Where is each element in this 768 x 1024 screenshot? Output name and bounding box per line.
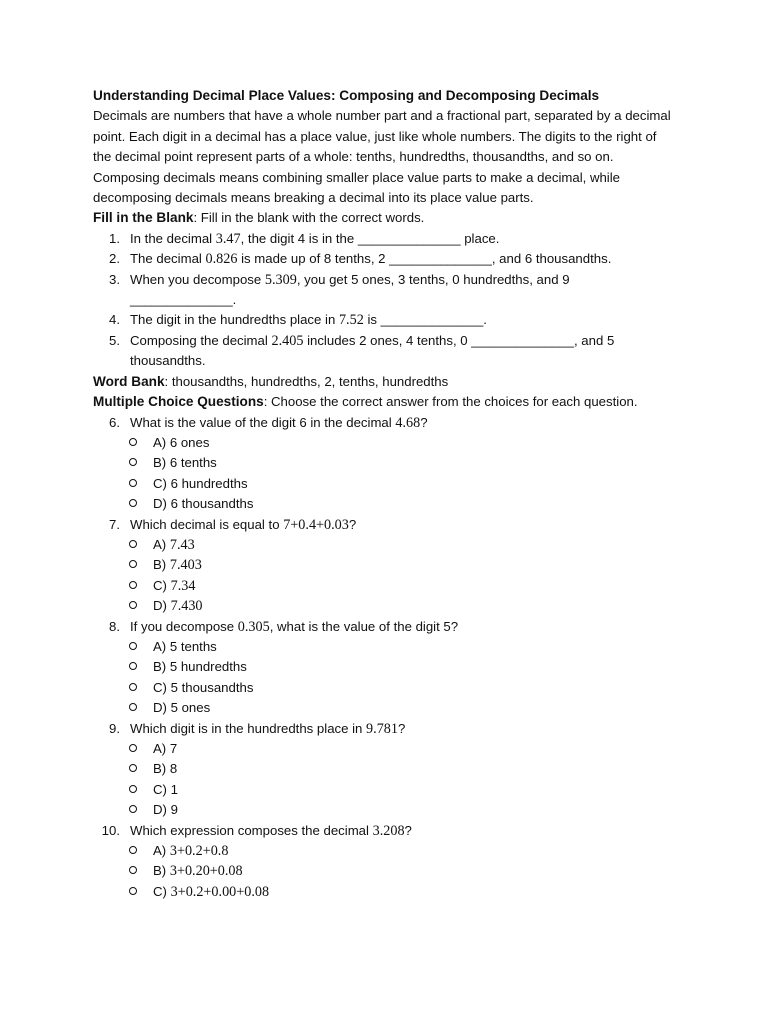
circle-bullet-icon [129, 540, 137, 548]
option-math: 7.34 [170, 577, 196, 594]
circle-bullet-icon [129, 581, 137, 589]
math-expression: 0.826 [205, 251, 238, 268]
option-label: D) 6 thousandths [153, 496, 254, 512]
answer-option [93, 637, 673, 657]
answer-option [93, 494, 673, 514]
circle-bullet-icon [129, 785, 137, 793]
fill-in-blank-list [93, 229, 673, 372]
answer-options [93, 841, 673, 902]
question-number: 4. [109, 312, 120, 328]
circle-bullet-icon [129, 764, 137, 772]
multiple-choice-heading: Multiple Choice Questions [93, 394, 264, 410]
circle-bullet-icon [129, 703, 137, 711]
fill-in-blank-item [93, 229, 673, 249]
multiple-choice-question [93, 821, 673, 841]
answer-option [93, 474, 673, 494]
option-label: B) [153, 557, 170, 573]
multiple-choice-question [93, 515, 673, 535]
answer-option [93, 596, 673, 616]
answer-options [93, 637, 673, 719]
question-text: , the digit 4 is in the ______________ place. [240, 230, 500, 246]
option-math: 7.403 [169, 557, 202, 574]
circle-bullet-icon [129, 642, 137, 650]
option-label: B) [153, 863, 170, 879]
answer-option [93, 535, 673, 555]
option-label: C) 5 thousandths [153, 679, 254, 695]
option-label: D) 9 [153, 802, 178, 818]
math-expression: 5.309 [264, 271, 297, 288]
circle-bullet-icon [129, 499, 137, 507]
answer-option [93, 841, 673, 861]
option-label: C) 6 hundredths [153, 475, 248, 491]
question-number: 6. [109, 414, 120, 430]
circle-bullet-icon [129, 683, 137, 691]
option-label: C) [153, 577, 171, 593]
question-number: 8. [109, 618, 120, 634]
question-text: Which digit is in the hundredths place in [130, 720, 367, 736]
question-text: , what is the value of the digit 5? [269, 618, 459, 634]
question-text: Which decimal is equal to [130, 516, 284, 532]
option-label: B) 5 hundredths [153, 659, 247, 675]
option-math: 3+0.2+0.8 [169, 843, 229, 860]
circle-bullet-icon [129, 744, 137, 752]
question-text: What is the value of the digit 6 in the decimal [130, 414, 396, 430]
answer-options [93, 535, 673, 617]
question-number: 9. [109, 720, 120, 736]
math-expression: 2.405 [271, 332, 304, 349]
option-label: A) [153, 536, 170, 552]
circle-bullet-icon [129, 560, 137, 568]
math-expression: 7.52 [338, 312, 364, 329]
answer-option [93, 555, 673, 575]
multiple-choice-question [93, 719, 673, 739]
fill-in-blank-item [93, 270, 673, 311]
question-number: 10. [101, 822, 120, 838]
math-expression: 3.208 [372, 822, 405, 839]
question-text: is made up of 8 tenths, 2 ______________, and 6 thousandths. [237, 251, 612, 267]
answer-option [93, 433, 673, 453]
question-text: ? [404, 822, 412, 838]
math-expression: 0.305 [237, 618, 270, 635]
answer-option [93, 453, 673, 473]
word-bank-words: : thousandths, hundredths, 2, tenths, hundredths [164, 373, 449, 389]
answer-option [93, 800, 673, 820]
answer-option [93, 678, 673, 698]
intro-paragraph: Decimals are numbers that have a whole number part and a fractional part, separated by a decimal point. Each digit in a decimal has a place value, just like whole numbers. The digits to the right of the decimal point represent parts of a whole: tenths, hundredths, thousandths, and so on. Composing decimals means combining smaller place value parts to make a decimal, while decomposing decimals means breaking a decimal into its place value parts. [93, 108, 671, 206]
question-number: 3. [109, 271, 120, 287]
option-math: 3+0.2+0.00+0.08 [170, 883, 270, 900]
multiple-choice-question [93, 617, 673, 637]
option-math: 7.43 [169, 536, 195, 553]
question-text: Composing the decimal [130, 332, 272, 348]
answer-options [93, 739, 673, 821]
option-label: A) 6 ones [153, 434, 210, 450]
multiple-choice-text: : Choose the correct answer from the choices for each question. [263, 394, 638, 410]
option-label: C) [153, 883, 171, 899]
question-text: Which expression composes the decimal [130, 822, 373, 838]
question-text: , you get 5 ones, 3 tenths, 0 hundredths, and 9 ______________. [130, 271, 570, 308]
circle-bullet-icon [129, 438, 137, 446]
math-expression: 3.47 [215, 230, 241, 247]
circle-bullet-icon [129, 887, 137, 895]
circle-bullet-icon [129, 846, 137, 854]
circle-bullet-icon [129, 866, 137, 874]
circle-bullet-icon [129, 662, 137, 670]
question-text: If you decompose [130, 618, 238, 634]
circle-bullet-icon [129, 805, 137, 813]
option-label: A) 7 [153, 741, 178, 756]
math-expression: 7+0.4+0.03 [283, 516, 349, 533]
option-label: C) 1 [153, 781, 178, 797]
multiple-choice-list [93, 413, 673, 903]
question-text: is ______________. [363, 312, 487, 328]
answer-option [93, 780, 673, 800]
question-number: 5. [109, 332, 120, 348]
fill-in-blank-text: : Fill in the blank with the correct words. [193, 210, 425, 226]
question-text: In the decimal [130, 230, 216, 246]
answer-option [93, 739, 673, 759]
worksheet-content [93, 86, 673, 902]
option-label: D) [153, 598, 171, 614]
option-label: A) [153, 843, 170, 859]
fill-in-blank-item [93, 310, 673, 330]
question-text: The digit in the hundredths place in [130, 312, 339, 328]
circle-bullet-icon [129, 601, 137, 609]
fill-in-blank-item [93, 249, 673, 269]
question-text: includes 2 ones, 4 tenths, 0 ______________, and 5 thousandths. [130, 332, 615, 369]
fill-in-blank-instructions [93, 208, 673, 228]
fill-in-blank-heading: Fill in the Blank [93, 210, 194, 226]
question-text: ? [420, 414, 428, 430]
question-number: 1. [109, 230, 120, 246]
option-label: B) 6 tenths [153, 455, 217, 471]
multiple-choice-instructions [93, 392, 673, 412]
answer-option [93, 698, 673, 718]
question-number: 2. [109, 251, 120, 267]
option-math: 3+0.20+0.08 [169, 863, 243, 880]
option-label: A) 5 tenths [153, 638, 217, 654]
fill-in-blank-item [93, 331, 673, 372]
answer-option [93, 861, 673, 881]
question-number: 7. [109, 516, 120, 532]
circle-bullet-icon [129, 479, 137, 487]
question-text: ? [348, 516, 357, 532]
multiple-choice-question [93, 413, 673, 433]
math-expression: 4.68 [395, 414, 421, 431]
circle-bullet-icon [129, 458, 137, 466]
answer-option [93, 657, 673, 677]
option-math: 7.430 [170, 598, 203, 615]
page-title: Understanding Decimal Place Values: Composing and Decomposing Decimals [93, 88, 600, 103]
answer-option [93, 576, 673, 596]
answer-option [93, 759, 673, 779]
answer-option [93, 882, 673, 902]
word-bank [93, 372, 673, 392]
question-text: ? [397, 720, 406, 736]
word-bank-heading: Word Bank [93, 373, 165, 389]
option-label: D) 5 ones [153, 700, 211, 716]
option-label: B) 8 [153, 761, 178, 777]
question-text: When you decompose [130, 271, 265, 287]
question-text: The decimal [130, 251, 206, 267]
answer-options [93, 433, 673, 515]
math-expression: 9.781 [366, 720, 398, 737]
